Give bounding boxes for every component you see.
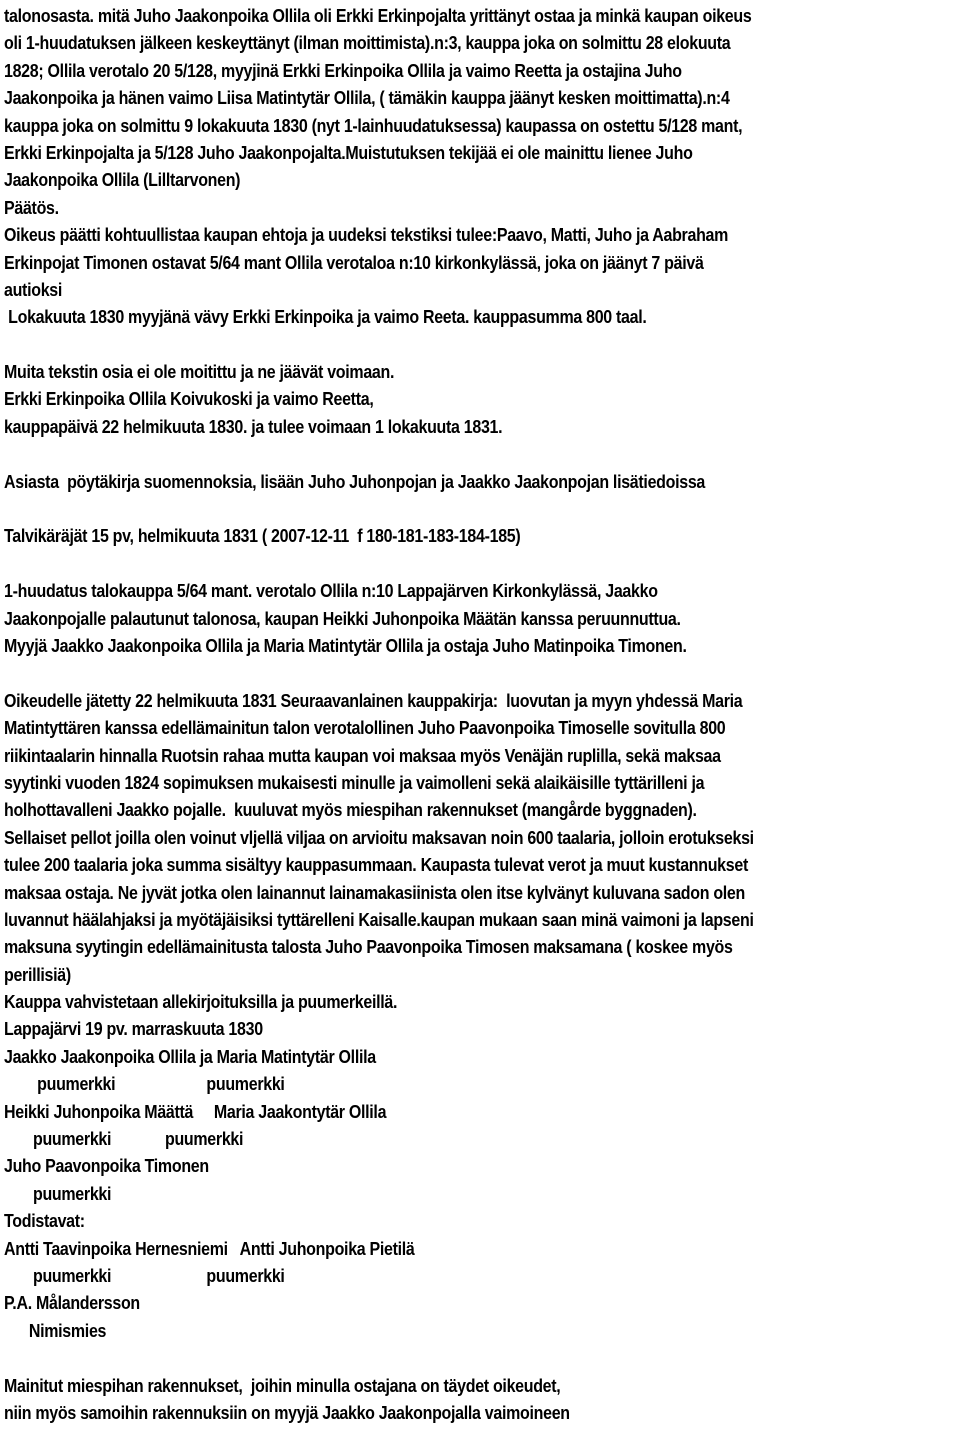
text-line: perillisiä) <box>4 963 71 985</box>
text-line: luvannut häälahjaksi ja myötäjäisiksi tyttärelleni Kaisalle.kaupan mukaan saan minä vaimoni ja lapseni <box>4 908 754 930</box>
blank-line <box>4 440 956 467</box>
text-line: puumerkki <box>4 1182 112 1204</box>
blank-line <box>4 1344 956 1371</box>
blank-line <box>4 331 956 358</box>
text-line: maksaa ostaja. Ne jyvät jotka olen lainannut lainamakasiinista olen itse kylvänyt kuluvana sadon olen <box>4 881 745 903</box>
text-line: Myyjä Jaakko Jaakonpoika Ollila ja Maria Matintytär Ollila ja ostaja Juho Matinpoika Timonen. <box>4 634 687 656</box>
text-line: Lokakuuta 1830 myyjänä vävy Erkki Erkinpoika ja vaimo Reeta. kauppasumma 800 taal. <box>4 306 647 328</box>
text-line: 1-huudatus talokauppa 5/64 mant. verotalo Ollila n:10 Lappajärven Kirkonkylässä, Jaakko <box>4 580 658 602</box>
text-line: Matintyttären kanssa edellämainitun talon verotalollinen Juho Paavonpoika Timoselle sovitulla 800 <box>4 717 726 739</box>
text-line: talonosasta. mitä Juho Jaakonpoika Ollila oli Erkki Erkinpojalta yrittänyt ostaa ja minkä kaupan oikeus <box>4 5 752 26</box>
text-line: Päätös. <box>4 196 59 218</box>
text-line: Nimismies <box>4 1319 107 1341</box>
text-line: Erkki Erkinpojalta ja 5/128 Juho Jaakonpojalta.Muistutuksen tekijää ei ole mainittu lienee Juho <box>4 141 693 163</box>
text-line: Juho Paavonpoika Timonen <box>4 1155 209 1177</box>
blank-line <box>4 659 956 686</box>
text-line: Sellaiset pellot joilla olen voinut vljellä viljaa on arvioitu maksavan noin 600 taalaria, jolloin erotukseksi <box>4 826 754 848</box>
text-line: niin myös samoihin rakennuksiin on myyjä Jaakko Jaakonpojalla vaimoineen <box>4 1401 570 1423</box>
text-line: Muita tekstin osia ei ole moitittu ja ne jäävät voimaan. <box>4 361 395 383</box>
text-line: maksuna syytingin edellämainitusta talosta Juho Paavonpoika Timosen maksamana ( koskee myös <box>4 936 733 958</box>
text-line: holhottavalleni Jaakko pojalle. kuuluvat myös miespihan rakennukset (mangårde byggnaden). <box>4 799 697 821</box>
text-line: Heikki Juhonpoika Määttä Maria Jaakontytär Ollila <box>4 1100 387 1122</box>
text-line: Lappajärvi 19 pv. marraskuuta 1830 <box>4 1018 263 1040</box>
text-line: Oikeudelle jätetty 22 helmikuuta 1831 Seuraavanlainen kauppakirja: luovutan ja myyn yhdessä Maria <box>4 689 743 711</box>
text-line: Jaakonpoika ja hänen vaimo Liisa Matintytär Ollila, ( tämäkin kauppa jäänyt kesken moittimatta).n:4 <box>4 87 730 109</box>
text-line: Todistavat: <box>4 1210 85 1232</box>
document-page <box>4 2 956 1426</box>
text-line: puumerkki puumerkki <box>4 1073 285 1095</box>
text-line: Antti Taavinpoika Hernesniemi Antti Juhonpoika Pietilä <box>4 1237 415 1259</box>
text-line: oli 1-huudatuksen jälkeen keskeyttänyt (ilman moittimista).n:3, kauppa joka on solmittu 28 elokuuta <box>4 32 731 54</box>
text-line: Talvikäräjät 15 pv, helmikuuta 1831 ( 2007-12-11 f 180-181-183-184-185) <box>4 525 521 547</box>
text-line: Jaakonpojalle palautunut talonosa, kaupan Heikki Juhonpoika Määtän kanssa peruunnuttua. <box>4 607 681 629</box>
text-line: Jaakko Jaakonpoika Ollila ja Maria Matintytär Ollila <box>4 1045 376 1067</box>
text-line: kauppa joka on solmittu 9 lokakuuta 1830 (nyt 1-lainhuudatuksessa) kaupassa on ostettu 5/128 mant, <box>4 114 743 136</box>
text-line: Mainitut miespihan rakennukset, joihin minulla ostajana on täydet oikeudet, <box>4 1374 561 1396</box>
text-line: syytinki vuoden 1824 sopimuksen mukaisesti minulle ja vaimolleni sekä alaikäisille tyttärilleni ja <box>4 771 705 793</box>
text-line: Oikeus päätti kohtuullistaa kaupan ehtoja ja uudeksi tekstiksi tulee:Paavo, Matti, Juho ja Aabraham <box>4 224 729 246</box>
blank-line <box>4 495 956 522</box>
text-line: autioksi <box>4 278 63 300</box>
text-line: kauppapäivä 22 helmikuuta 1830. ja tulee voimaan 1 lokakuuta 1831. <box>4 415 503 437</box>
text-line: puumerkki puumerkki <box>4 1128 244 1150</box>
text-line: puumerkki puumerkki <box>4 1264 285 1286</box>
text-line: tulee 200 taalaria joka summa sisältyy kauppasummaan. Kaupasta tulevat verot ja muut kustannukset <box>4 854 748 876</box>
text-line: Jaakonpoika Ollila (Lilltarvonen) <box>4 169 241 191</box>
text-line: Asiasta pöytäkirja suomennoksia, lisään Juho Juhonpojan ja Jaakko Jaakonpojan lisätiedoissa <box>4 470 706 492</box>
text-line: P.A. Målandersson <box>4 1292 140 1314</box>
text-line: Kauppa vahvistetaan allekirjoituksilla ja puumerkeillä. <box>4 991 398 1013</box>
text-line: 1828; Ollila verotalo 20 5/128, myyjinä Erkki Erkinpoika Ollila ja vaimo Reetta ja ostajina Juho <box>4 59 682 81</box>
blank-line <box>4 550 956 577</box>
text-line: riikintaalarin hinnalla Ruotsin rahaa mutta kaupan voi maksaa myös Venäjän ruplilla, sekä maksaa <box>4 744 721 766</box>
text-line: Erkinpojat Timonen ostavat 5/64 mant Ollila verotaloa n:10 kirkonkylässä, joka on jäänyt 7 päivä <box>4 251 704 273</box>
text-line: Erkki Erkinpoika Ollila Koivukoski ja vaimo Reetta, <box>4 388 374 410</box>
